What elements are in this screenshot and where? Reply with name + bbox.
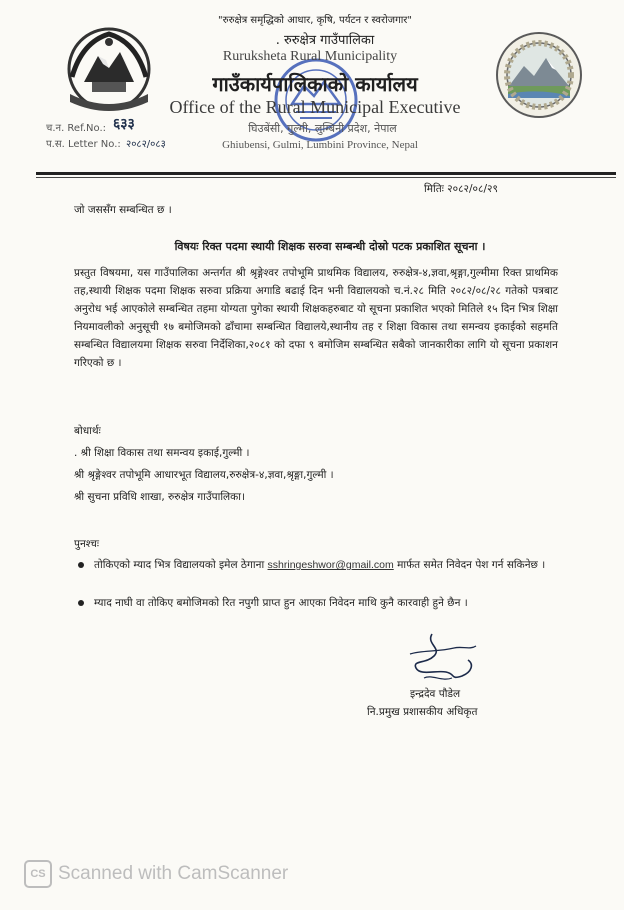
note-2-text: म्याद नाघी वा तोकिए बमोजिमको रित नपुगी प्राप्त हुन आएका निवेदन माथि कुनै कारवाही हुने छैन ।	[94, 597, 468, 609]
nepal-emblem-logo	[62, 22, 156, 116]
municipality-name-nepali: . रुरुक्षेत्र गाउँपालिका	[275, 33, 375, 48]
letter-date: मितिः २०८२/०८/२९	[424, 183, 498, 195]
municipality-name-english: Ruruksheta Rural Municipality	[222, 49, 398, 64]
ref-number-value: ६३३	[113, 116, 135, 132]
handwritten-signature	[402, 630, 482, 686]
letter-body: प्रस्तुत विषयमा, यस गाउँपालिका अन्तर्गत श्री श्रृङ्गेश्वर तपोभूमि प्राथमिक विद्यालय, रुरुक्षेत्र-४,ज्ञवा,श्रृङ्गा,गुल्मीमा रिक्त प्राथमिक तह,स्थायी शिक्षक पदमा शिक्षक सरुवा प्रक्रिया अगाडि बढाई दिन भनी विद्यालयको च.नं.२८ मिति २०८२/०८/२८ गतेको पत्रबाट अनुरोध भई आएकोले सम्बन्धित तहमा योग्यता पुगेका स्थायी शिक्षकहरुबाट यो सूचना प्रकाशित भएको मितिले १५ दिन भित्र शिक्षा नियमावलीको अनुसूची १७ बमोजिमको ढाँचामा सम्बन्धित विद्यालये,स्थानीय तह र शिक्षा विकास तथा समन्वय इकाईको सहमति सम्बन्धित विद्यालयमा शिक्षक सरुवा निर्देशिका,२०८१ को दफा ९ बमोजिम सम्बन्धित सबैको जानकारीका लागि यो सूचना प्रकाशन गरिएको छ ।	[74, 267, 558, 369]
office-title-english: Office of the Rural Municipal Executive	[169, 97, 461, 117]
letter-number-value: २०८२/०८३	[126, 139, 166, 150]
signer-name: इन्द्रदेव पौडेल	[410, 688, 461, 700]
header-divider-thick	[36, 172, 616, 175]
camscanner-icon: CS	[24, 860, 52, 888]
header-divider-thin	[36, 177, 616, 178]
camscanner-watermark	[24, 860, 288, 888]
salutation: जो जससँग सम्बन्धित छ ।	[74, 204, 172, 216]
letter-subject: विषयः रिक्त पदमा स्थायी शिक्षक सरुवा सम्बन्धी दोस्रो पटक प्रकाशित सूचना ।	[174, 240, 486, 253]
note-1-text-after: मार्फत समेत निवेदन पेश गर्न सकिनेछ ।	[397, 559, 546, 571]
cc-item: श्री सुचना प्रविधि शाखा, रुरुक्षेत्र गाउँपालिका।	[74, 491, 245, 503]
ref-number-label: च.न. Ref.No.:	[46, 123, 107, 134]
office-title-nepali: गाउँकार्यपालिकाको कार्यालय	[212, 72, 418, 96]
cc-list	[74, 442, 574, 508]
signer-title: नि.प्रमुख प्रशासकीय अधिकृत	[367, 706, 478, 718]
watermark-text: Scanned with CamScanner	[58, 863, 289, 884]
cc-item: . श्री शिक्षा विकास तथा समन्वय इकाई,गुल्मी ।	[74, 447, 250, 459]
note-1-text-before: तोकिएको म्याद भित्र विद्यालयको इमेल ठेगाना	[94, 559, 265, 571]
postscript-note-1	[78, 556, 558, 574]
bullet-icon	[78, 562, 84, 568]
municipality-logo	[494, 30, 584, 120]
municipality-motto: "रुरुक्षेत्र समृद्धिको आधार, कृषि, पर्यटन र स्वरोजगार"	[218, 15, 412, 26]
school-email-link[interactable]: sshringeshwor@gmail.com	[267, 559, 394, 571]
bullet-icon	[78, 600, 84, 606]
cc-item: श्री श्रृङ्गेश्वर तपोभूमि आधारभूत विद्यालय,रुरुक्षेत्र-४,ज्ञवा,श्रृङ्गा,गुल्मी ।	[74, 469, 334, 481]
cc-heading: बोधार्थः	[74, 425, 101, 437]
letter-number-label: प.स. Letter No.:	[46, 139, 121, 150]
postscript-note-2	[78, 594, 558, 612]
address-english: Ghiubensi, Gulmi, Lumbini Province, Nepal	[222, 139, 418, 151]
postscript-heading: पुनश्चः	[74, 538, 100, 550]
address-nepali: घिउबेंसी, गुल्मी, लुम्बिनी प्रदेश, नेपाल	[248, 122, 397, 135]
